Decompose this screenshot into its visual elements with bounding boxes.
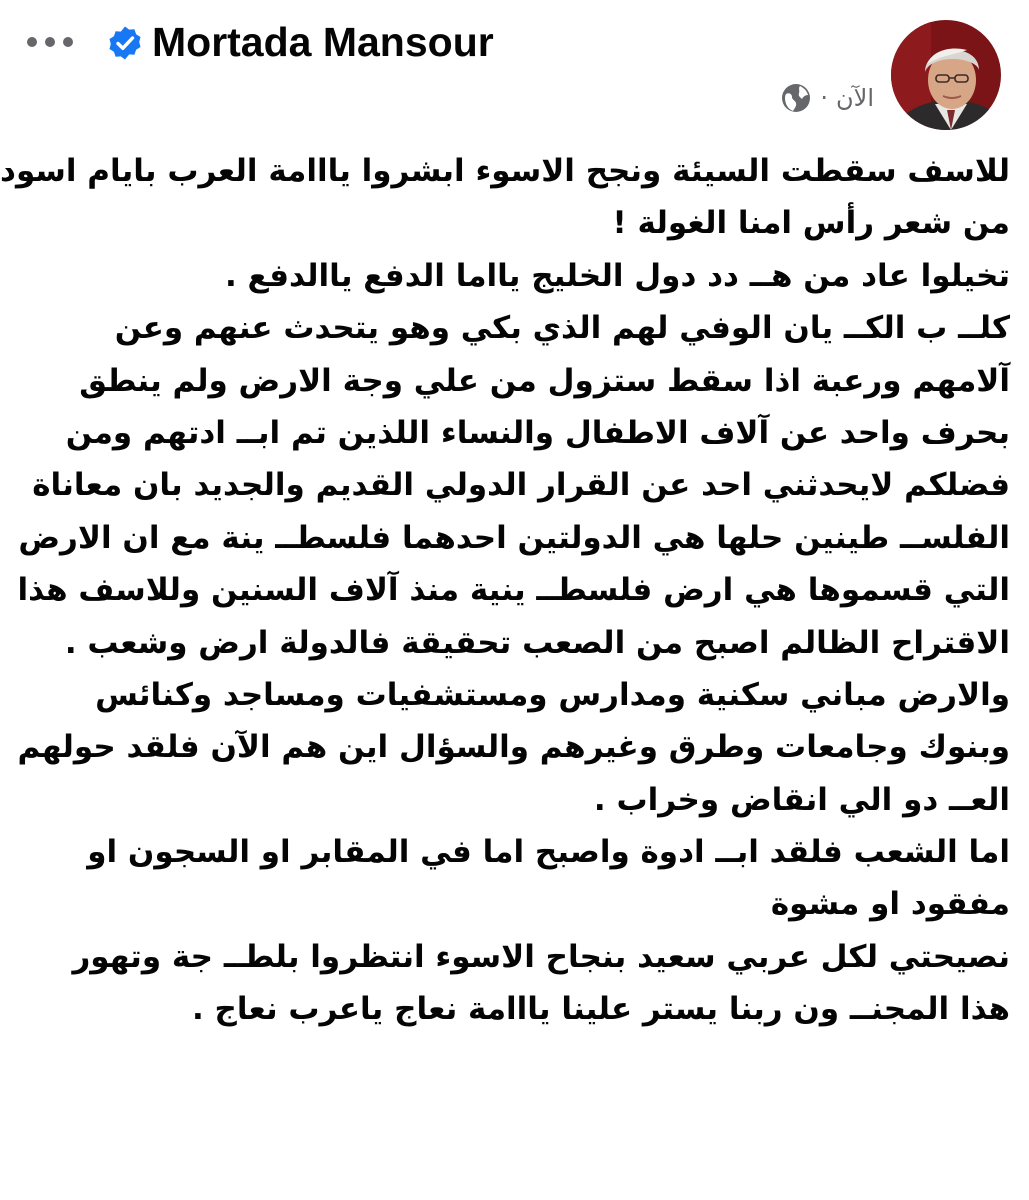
profile-photo — [891, 20, 1001, 130]
post-line: التي قسموها هي ارض فلسطــ ينية منذ آلاف السنين وللاسف هذا — [17, 572, 1010, 609]
globe-icon[interactable] — [780, 82, 812, 114]
post-meta — [780, 80, 874, 116]
post-line: هذا المجنــ ون ربنا يستر علينا يااامة نعاج ياعرب نعاج . — [191, 991, 1010, 1028]
post-timestamp[interactable]: الآن — [836, 84, 874, 112]
more-options-button[interactable] — [22, 22, 78, 62]
post-line: كلــ ب الكــ يان الوفي لهم الذي بكي وهو يتحدث عنهم وعن — [114, 310, 1010, 347]
post-line: وبنوك وجامعات وطرق وغيرهم والسؤال اين هم الآن فلقد حولهم — [17, 729, 1010, 766]
post-line: مفقود او مشوة — [770, 886, 1010, 923]
post-header — [0, 0, 1029, 140]
post-line: آلامهم ورعبة اذا سقط ستزول من علي وجة الارض ولم ينطق — [79, 362, 1010, 399]
verified-badge-icon — [107, 25, 143, 61]
post-line: الاقتراح الظالم اصبح من الصعب تحقيقة فالدولة ارض وشعب . — [64, 624, 1010, 661]
author-name[interactable]: Mortada Mansour — [152, 19, 494, 65]
more-options-icon — [26, 36, 74, 48]
post-line: من شعر رأس امنا الغولة ! — [612, 205, 1010, 242]
post-body — [0, 145, 1010, 1036]
post-line: العــ دو الي انقاض وخراب . — [593, 781, 1010, 818]
post-line: نصيحتي لكل عربي سعيد بنجاح الاسوء انتظروا بلطــ جة وتهور — [72, 938, 1010, 975]
post-line: بحرف واحد عن آلاف الاطفال والنساء اللذين تم ابــ ادتهم ومن — [65, 414, 1010, 451]
post-line: للاسف سقطت السيئة ونجح الاسوء ابشروا يااامة العرب بايام اسود — [0, 153, 1010, 189]
avatar[interactable] — [891, 20, 1001, 130]
meta-separator: · — [820, 84, 829, 112]
post-line: فضلكم لايحدثني احد عن القرار الدولي القديم والجديد بان معاناة — [32, 467, 1010, 504]
post-line: تخيلوا عاد من هــ دد دول الخليج يااما الدفع ياالدفع . — [224, 257, 1010, 294]
post-line: والارض مباني سكنية ومدارس ومستشفيات ومساجد وكنائس — [95, 676, 1010, 713]
post-line: اما الشعب فلقد ابــ ادوة واصبح اما في المقابر او السجون او — [87, 834, 1010, 871]
post-line: الفلســ طينين حلها هي الدولتين احدهما فلسطــ ينة مع ان الارض — [18, 519, 1010, 556]
